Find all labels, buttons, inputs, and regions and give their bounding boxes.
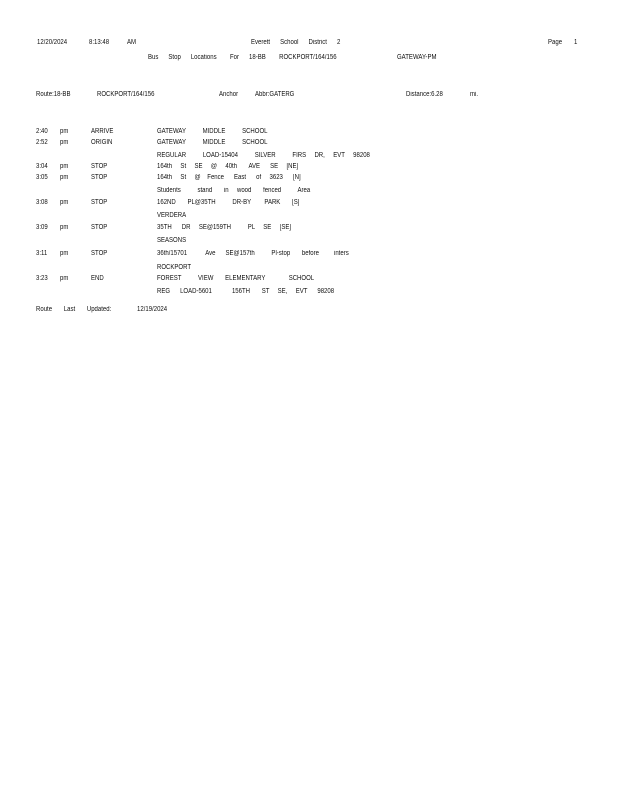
stop-location: 164th St SE @ 40th AVE SE [NE] xyxy=(157,163,299,170)
route-code: Route:18-BB xyxy=(36,91,71,98)
stop-type: STOP xyxy=(91,199,108,206)
stop-detail: SEASONS xyxy=(157,237,187,244)
stop-location: GATEWAY MIDDLE SCHOOL xyxy=(157,128,268,135)
page-number: 1 xyxy=(574,39,578,46)
route-name: ROCKPORT/164/156 xyxy=(97,91,155,98)
stop-detail: ROCKPORT xyxy=(157,264,192,271)
footer-updated-label: Route Last Updated: xyxy=(36,306,112,313)
stop-time: 3:23 xyxy=(36,275,48,282)
stop-location: GATEWAY MIDDLE SCHOOL xyxy=(157,139,268,146)
stop-type: STOP xyxy=(91,250,108,257)
report-date: 12/20/2024 xyxy=(37,39,68,46)
stop-type: STOP xyxy=(91,163,108,170)
stop-type: STOP xyxy=(91,174,108,181)
footer-updated-date: 12/19/2024 xyxy=(137,306,168,313)
report-time: 8:13:48 xyxy=(89,39,110,46)
report-subtitle-right: GATEWAY-PM xyxy=(397,54,437,61)
page-label: Page xyxy=(548,39,563,46)
stop-time: 3:11 xyxy=(36,250,48,257)
stop-location: FOREST VIEW ELEMENTARY SCHOOL xyxy=(157,275,315,282)
stop-type: ORIGIN xyxy=(91,139,113,146)
stop-location: 164th St @ Fence East of 3623 [N] xyxy=(157,174,301,181)
distance-label: Distance:6.28 xyxy=(406,91,443,98)
stop-ampm: pm xyxy=(60,174,69,181)
stop-time: 2:52 xyxy=(36,139,48,146)
stop-detail: REG LOAD-5601 156TH ST SE, EVT 98208 xyxy=(157,288,335,295)
stop-time: 3:04 xyxy=(36,163,48,170)
stop-ampm: pm xyxy=(60,250,69,257)
stop-time: 3:05 xyxy=(36,174,48,181)
stop-location: 162ND PL@35TH DR-BY PARK [S] xyxy=(157,199,300,206)
stop-time: 3:08 xyxy=(36,199,48,206)
abbr-label: Abbr:GATERG xyxy=(255,91,295,98)
stop-location: 35TH DR SE@159TH PL SE [SE] xyxy=(157,224,292,231)
stop-detail: VERDERA xyxy=(157,212,187,219)
stop-detail: Students stand in wood fenced Area xyxy=(157,187,311,194)
stop-type: ARRIVE xyxy=(91,128,114,135)
stop-ampm: pm xyxy=(60,199,69,206)
stop-time: 2:40 xyxy=(36,128,48,135)
stop-ampm: pm xyxy=(60,275,69,282)
stop-ampm: pm xyxy=(60,163,69,170)
stop-time: 3:09 xyxy=(36,224,48,231)
stop-location: 36th/15701 Ave SE@157th Pl-stop before inters xyxy=(157,250,349,257)
report-subtitle: Bus Stop Locations For 18-BB ROCKPORT/164/156 xyxy=(148,54,337,61)
anchor-label: Anchor xyxy=(219,91,239,98)
stop-ampm: pm xyxy=(60,139,69,146)
distance-unit: mi. xyxy=(470,91,479,98)
stop-ampm: pm xyxy=(60,224,69,231)
stop-type: END xyxy=(91,275,104,282)
stop-detail: REGULAR LOAD-15404 SILVER FIRS DR, EVT 98208 xyxy=(157,152,370,159)
district-title: Everett School District 2 xyxy=(251,39,341,46)
report-ampm: AM xyxy=(127,39,137,46)
stop-ampm: pm xyxy=(60,128,69,135)
stop-type: STOP xyxy=(91,224,108,231)
